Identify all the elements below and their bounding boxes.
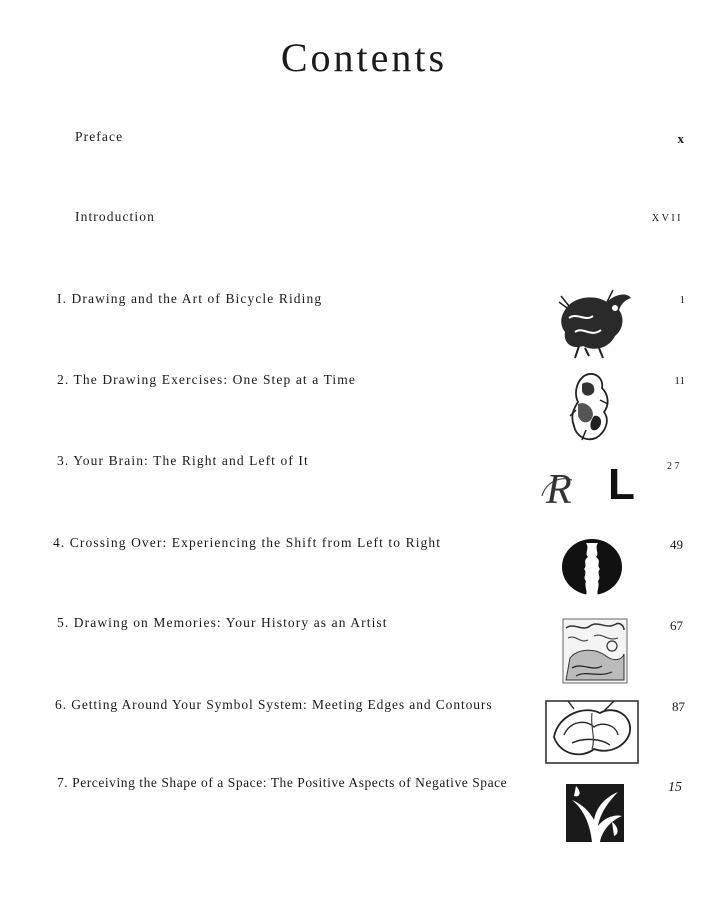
toc-page-chapter-5: 67 <box>670 618 683 633</box>
toc-entry-chapter-1[interactable]: I. Drawing and the Art of Bicycle Riding <box>57 291 323 306</box>
toc-page-preface: x <box>677 131 684 146</box>
block-l-letter: L <box>608 460 635 509</box>
toc-entry-chapter-5[interactable]: 5. Drawing on Memories: Your History as an Artist <box>57 615 388 630</box>
toc-page-chapter-2: 11 <box>674 375 685 387</box>
contour-drawing-thumbnail <box>544 697 640 765</box>
toc-entry-chapter-3[interactable]: 3. Your Brain: The Right and Left of It <box>57 453 309 468</box>
toc-page-chapter-4: 49 <box>670 537 683 552</box>
right-left-letters-thumbnail <box>538 456 638 516</box>
toc-page-chapter-3: 27 <box>667 461 682 472</box>
toc-entry-chapter-6[interactable]: 6. Getting Around Your Symbol System: Meeting Edges and Contours <box>55 697 493 712</box>
toc-entry-chapter-2[interactable]: 2. The Drawing Exercises: One Step at a Time <box>57 372 356 387</box>
figure-sketch-thumbnail <box>566 370 616 442</box>
toc-entry-introduction[interactable]: Introduction <box>75 209 155 224</box>
toc-entry-chapter-7[interactable]: 7. Perceiving the Shape of a Space: The Positive Aspects of Negative Space <box>57 775 508 790</box>
toc-page-chapter-1: 1 <box>679 294 685 306</box>
toc-page-chapter-7: 15 <box>668 780 682 795</box>
vase-faces-thumbnail <box>560 537 624 597</box>
negative-space-thumbnail <box>562 780 628 846</box>
memory-drawing-thumbnail <box>562 618 628 684</box>
toc-page-chapter-6: 87 <box>672 699 685 714</box>
toc-entry-chapter-4[interactable]: 4. Crossing Over: Experiencing the Shift from Left to Right <box>53 535 442 550</box>
toc-entry-preface[interactable]: Preface <box>75 129 124 144</box>
page-title: Contents <box>280 35 448 80</box>
toc-page-introduction: XVII <box>651 213 683 224</box>
bull-sketch-thumbnail <box>555 288 635 360</box>
cursive-r-letter: R <box>546 467 572 513</box>
